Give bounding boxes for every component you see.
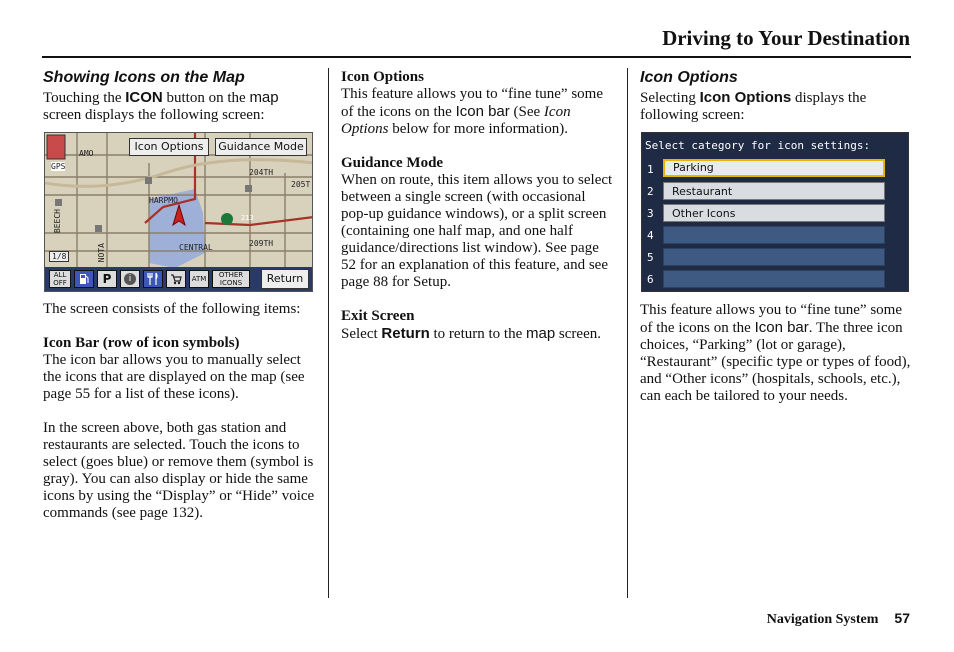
col1-intro bbox=[43, 89, 318, 124]
column-3 bbox=[640, 68, 912, 124]
icon-bar-ref: Icon bar bbox=[754, 319, 809, 336]
icon-options-button[interactable]: Icon Options bbox=[129, 138, 209, 156]
text: below for more information). bbox=[388, 121, 569, 137]
col3-intro bbox=[640, 89, 912, 124]
map-label: CENTRAL bbox=[179, 243, 213, 252]
map-label: HARPMO bbox=[149, 196, 178, 205]
map-label: NOTA bbox=[97, 243, 106, 263]
guidance-mode-text: When on route, this item allows you to select between a single screen (with occasional pop-up guidance windows), or a split screen (containing one half map, and one half guidance/directions list window). See page 52 for an explanation of this feature, and see page 88 for Setup. bbox=[341, 172, 613, 290]
text: displays the following screen: bbox=[640, 90, 867, 123]
text: to return to the bbox=[429, 326, 526, 342]
category-screen-image bbox=[641, 132, 909, 292]
text: Touching the bbox=[43, 90, 126, 106]
icon-options-text bbox=[341, 86, 613, 138]
return-button[interactable]: Return bbox=[261, 269, 309, 289]
iconbar-text: The icon bar allows you to manually select the icons that are displayed on the map (see page 55 for a list of these icons). bbox=[43, 352, 305, 402]
category-empty-row bbox=[663, 270, 885, 288]
column-2 bbox=[341, 69, 613, 343]
text: screen displays the following screen: bbox=[43, 107, 265, 123]
icon-options-subheading: Icon Options bbox=[341, 69, 424, 85]
map-label: BEECH bbox=[53, 209, 62, 234]
icon-options-ref: Icon Options bbox=[699, 89, 792, 106]
section-heading-showing-icons: Showing Icons on the Map bbox=[43, 69, 245, 86]
iconbar-heading: Icon Bar (row of icon symbols) bbox=[43, 335, 240, 351]
icon-options-description bbox=[640, 302, 912, 405]
shopping-cart-icon[interactable] bbox=[166, 270, 186, 288]
category-restaurant[interactable]: Restaurant bbox=[663, 182, 885, 200]
icon-bar-ref: Icon bar bbox=[455, 103, 510, 120]
row-number: 4 bbox=[647, 229, 654, 242]
text: . The three icon choices, “Parking” (lot or garage), “Restaurant” (specific type or types of food), and “Other icons” (hospitals, schools, etc.), can each be tailored to your needs. bbox=[640, 320, 911, 404]
column-divider-1 bbox=[328, 68, 329, 598]
icon-options-ref: Icon Options bbox=[341, 104, 571, 137]
category-screen-title: Select category for icon settings: bbox=[645, 139, 871, 152]
map-ref: map bbox=[249, 89, 279, 106]
route-shield: 213 bbox=[241, 214, 254, 222]
header-rule bbox=[42, 56, 911, 58]
category-parking[interactable]: Parking bbox=[663, 159, 885, 177]
info-icon[interactable]: i bbox=[120, 270, 140, 288]
page-number: 57 bbox=[894, 610, 910, 626]
section-heading-icon-options: Icon Options bbox=[640, 69, 738, 86]
col1-after-screen: The screen consists of the following items: bbox=[43, 301, 301, 317]
guidance-mode-subheading: Guidance Mode bbox=[341, 155, 444, 171]
text: This feature allows you to “fine tune” some of the icons on the bbox=[640, 302, 903, 336]
page-title: Driving to Your Destination bbox=[662, 26, 910, 50]
text: Select bbox=[341, 326, 382, 342]
other-icons-button[interactable]: OTHER ICONS bbox=[212, 270, 250, 288]
column-3-lower bbox=[640, 302, 912, 405]
parking-icon[interactable]: P bbox=[97, 270, 117, 288]
footer bbox=[767, 610, 910, 628]
text: Selecting bbox=[640, 90, 700, 106]
category-empty-row bbox=[663, 226, 885, 244]
icon-bar bbox=[45, 267, 313, 291]
column-1 bbox=[43, 68, 318, 124]
restaurant-icon[interactable] bbox=[143, 270, 163, 288]
map-label: AMO bbox=[79, 149, 94, 158]
column-1-lower bbox=[43, 301, 318, 522]
return-ref: Return bbox=[381, 325, 430, 342]
guidance-mode-button[interactable]: Guidance Mode bbox=[215, 138, 307, 156]
category-other-icons[interactable]: Other Icons bbox=[663, 204, 885, 222]
row-number: 3 bbox=[647, 207, 654, 220]
text: This feature allows you to “fine tune” some of the icons on the bbox=[341, 86, 604, 120]
column-divider-2 bbox=[627, 68, 628, 598]
map-screen-image bbox=[44, 132, 313, 292]
exit-screen-subheading: Exit Screen bbox=[341, 308, 415, 324]
text: (See bbox=[509, 104, 544, 120]
row-number: 5 bbox=[647, 251, 654, 264]
gas-station-icon[interactable] bbox=[74, 270, 94, 288]
map-label: 209TH bbox=[249, 239, 274, 248]
gps-label: GPS bbox=[51, 162, 66, 171]
map-label: 205T bbox=[291, 180, 311, 189]
text: button on the bbox=[162, 90, 250, 106]
footer-label: Navigation System bbox=[766, 612, 879, 627]
map-scale[interactable]: 1/8 bbox=[49, 251, 69, 262]
map-label: 204TH bbox=[249, 168, 274, 177]
map-ref: map bbox=[525, 325, 556, 342]
icon-button-ref: ICON bbox=[125, 89, 163, 106]
iconbar-text-2: In the screen above, both gas station and restaurants are selected. Touch the icons to select (goes blue) or remove them (symbol is gray). You can also display or hide the same icons by using the “Display” or “Hide” voice commands (see page 132). bbox=[43, 420, 315, 521]
all-off-button[interactable]: ALL OFF bbox=[49, 270, 71, 288]
row-number: 1 bbox=[647, 163, 654, 176]
text: screen. bbox=[555, 326, 601, 342]
atm-button[interactable]: ATM bbox=[189, 270, 209, 288]
row-number: 6 bbox=[647, 273, 654, 286]
exit-screen-text bbox=[341, 325, 613, 343]
category-empty-row bbox=[663, 248, 885, 266]
row-number: 2 bbox=[647, 185, 654, 198]
